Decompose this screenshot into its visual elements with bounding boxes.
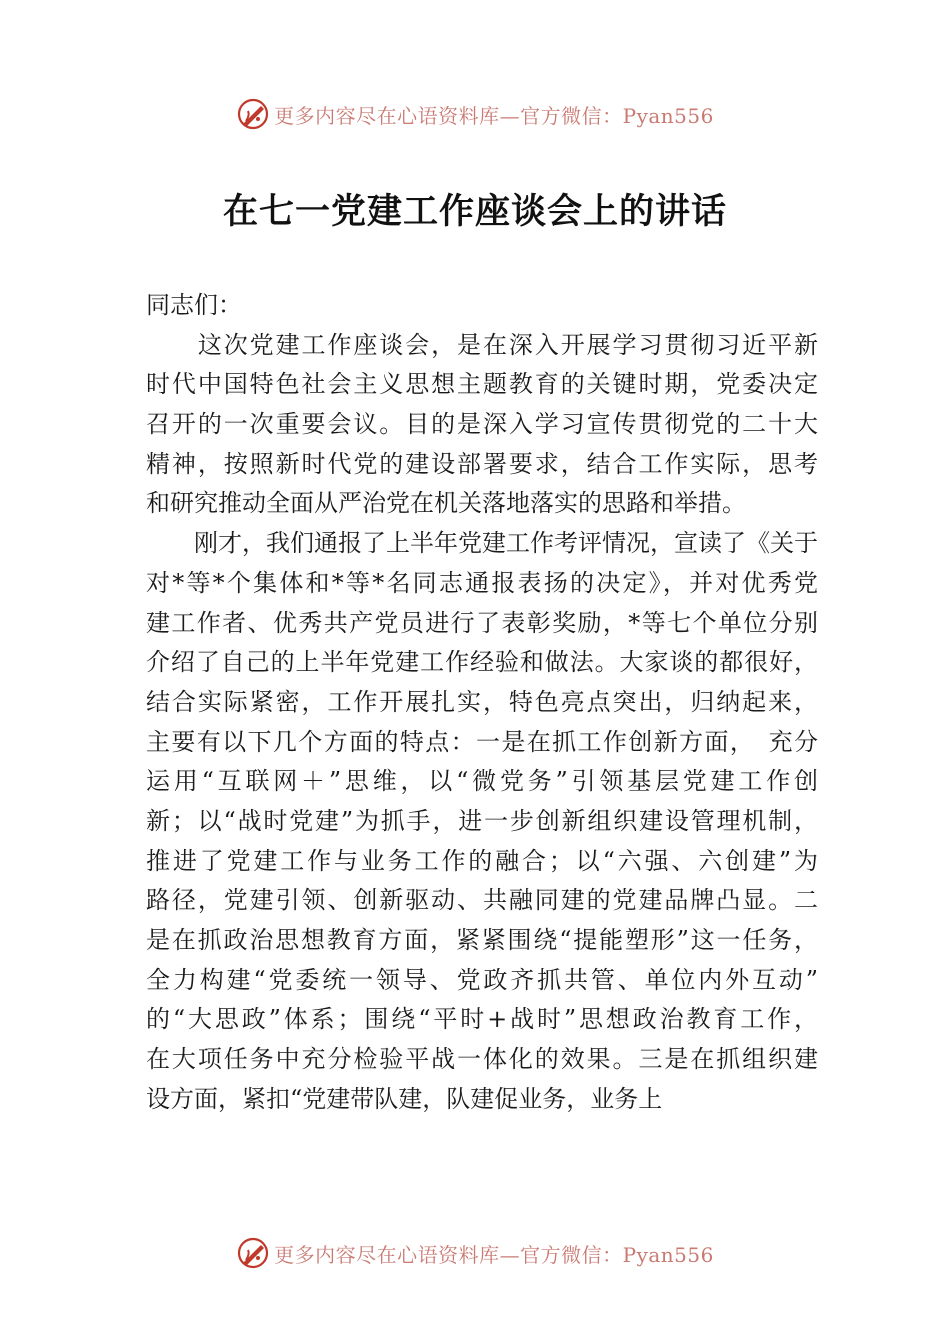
page-title: 在七一党建工作座谈会上的讲话: [222, 191, 727, 232]
body-line: 新；以“战时党建”为抓手，进一步创新组织建设管理机制，: [146, 806, 818, 835]
body-line: 精神，按照新时代党的建设部署要求，结合工作实际，思考: [146, 449, 818, 478]
body-line: 这次党建工作座谈会，是在深入开展学习贯彻习近平新: [146, 330, 818, 359]
body-line: 刚才，我们通报了上半年党建工作考评情况，宣读了《关于: [146, 529, 818, 558]
header-banner-text: 更多内容尽在心语资料库—官方微信：Pyan556: [274, 103, 714, 128]
pen-seal-logo-icon: [236, 97, 270, 131]
header-banner: [0, 94, 950, 134]
footer-banner: [0, 1233, 950, 1273]
body-line: 时代中国特色社会主义思想主题教育的关键时期，党委决定: [146, 370, 818, 399]
body-line: 运用“互联网＋”思维，以“微党务”引领基层党建工作创: [146, 767, 818, 796]
footer-banner-text: 更多内容尽在心语资料库—官方微信：Pyan556: [274, 1242, 714, 1267]
body-line: 路径，党建引领、创新驱动、共融同建的党建品牌凸显。二: [146, 886, 818, 915]
body-line: 介绍了自己的上半年党建工作经验和做法。大家谈的都很好，: [146, 648, 818, 677]
body-line: 结合实际紧密，工作开展扎实，特色亮点突出，归纳起来，: [146, 687, 818, 716]
speech-body: [146, 286, 818, 1119]
body-line: 对*等*个集体和*等*名同志通报表扬的决定》，并对优秀党: [146, 568, 818, 597]
body-line: 全力构建“党委统一领导、党政齐抓共管、单位内外互动”: [146, 965, 818, 994]
body-line: 设方面，紧扣“党建带队建，队建促业务，业务上: [146, 1084, 663, 1113]
body-line: 是在抓政治思想教育方面，紧紧围绕“提能塑形”这一任务，: [146, 926, 818, 954]
salutation: 同志们：: [146, 291, 242, 319]
body-line: 召开的一次重要会议。目的是深入学习宣传贯彻党的二十大: [146, 410, 818, 439]
body-line: 建工作者、优秀共产党员进行了表彰奖励，*等七个单位分别: [146, 608, 818, 637]
body-line: 推进了党建工作与业务工作的融合；以“六强、六创建”为: [146, 846, 818, 875]
body-line: 的“大思政”体系；围绕“平时+战时”思想政治教育工作，: [146, 1005, 818, 1034]
body-line: 主要有以下几个方面的特点：一是在抓工作创新方面， 充分: [146, 727, 818, 756]
pen-seal-logo-icon: [236, 1236, 270, 1270]
body-line: 和研究推动全面从严治党在机关落地落实的思路和举措。: [146, 489, 746, 518]
body-line: 在大项任务中充分检验平战一体化的效果。三是在抓组织建: [146, 1045, 818, 1074]
